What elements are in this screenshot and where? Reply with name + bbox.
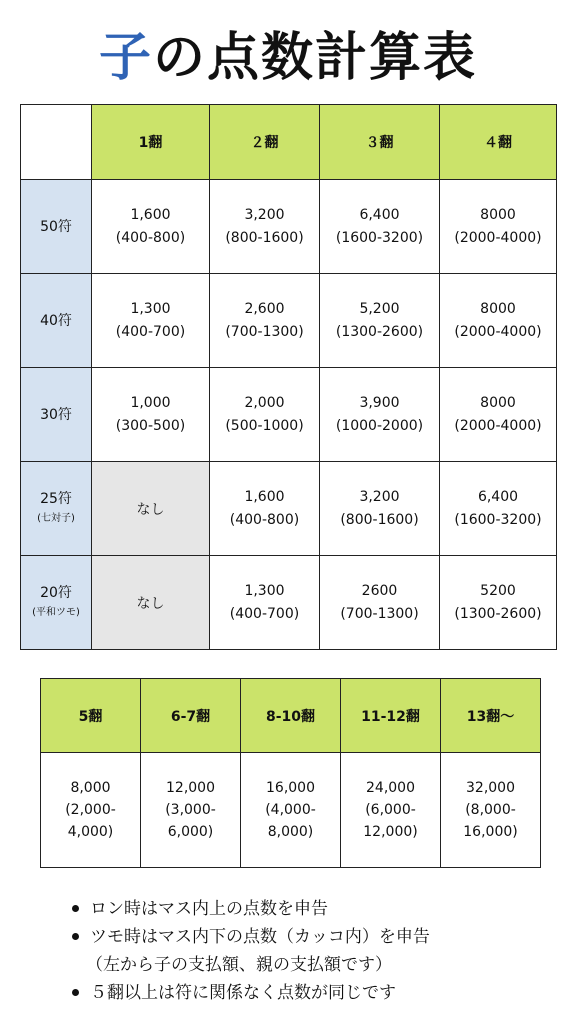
score-cell: 1,000 (300-500) — [92, 368, 210, 462]
note-item: ５翻以上は符に関係なく点数が同じです — [68, 979, 558, 1007]
score-cell: 8,000 (2,000- 4,000) — [41, 753, 141, 868]
table-row — [21, 462, 557, 556]
note-item: ツモ時はマス内下の点数（カッコ内）を申告 （左から子の支払額、親の支払額です） — [68, 923, 558, 979]
na-cell: なし — [92, 462, 210, 556]
score-cell: 2,000 (500-1000) — [210, 368, 320, 462]
score-cell: 1,600 (400-800) — [92, 180, 210, 274]
table-row — [21, 180, 557, 274]
score-cell: 8000 (2000-4000) — [440, 368, 557, 462]
table-row — [41, 753, 541, 868]
score-cell: 24,000 (6,000- 12,000) — [341, 753, 441, 868]
score-cell: 2,600 (700-1300) — [210, 274, 320, 368]
score-cell: 1,300 (400-700) — [210, 556, 320, 650]
score-cell: 8000 (2000-4000) — [440, 274, 557, 368]
score-cell: 3,900 (1000-2000) — [320, 368, 440, 462]
header-row — [41, 679, 541, 753]
score-cell: 3,200 (800-1600) — [320, 462, 440, 556]
title-accent: 子 — [98, 28, 153, 88]
table-row — [21, 274, 557, 368]
han-header: 11-12翻 — [341, 679, 441, 753]
score-cell: 3,200 (800-1600) — [210, 180, 320, 274]
score-cell: 2600 (700-1300) — [320, 556, 440, 650]
han-header: 6-7翻 — [141, 679, 241, 753]
han-header: 1翻 — [92, 105, 210, 180]
han-header: ２翻 — [210, 105, 320, 180]
score-cell: 16,000 (4,000- 8,000) — [241, 753, 341, 868]
corner-cell — [21, 105, 92, 180]
fu-sublabel: (平和ツモ) — [32, 606, 80, 618]
title-rest: の点数計算表 — [153, 28, 478, 88]
han-header: ３翻 — [320, 105, 440, 180]
table-row — [21, 368, 557, 462]
han-header: 5翻 — [41, 679, 141, 753]
score-cell: 8000 (2000-4000) — [440, 180, 557, 274]
fu-label: 40符 — [21, 274, 92, 368]
score-cell: 1,300 (400-700) — [92, 274, 210, 368]
fu-sublabel: (七対子) — [37, 512, 75, 524]
score-cell: 6,400 (1600-3200) — [320, 180, 440, 274]
score-table — [20, 104, 557, 650]
fu-label: 20符 (平和ツモ) — [21, 556, 92, 650]
han-header: ４翻 — [440, 105, 557, 180]
score-cell: 5,200 (1300-2600) — [320, 274, 440, 368]
page-title — [0, 18, 576, 98]
na-cell: なし — [92, 556, 210, 650]
note-item: ロン時はマス内上の点数を申告 — [68, 895, 558, 923]
notes-list — [68, 895, 558, 1007]
note-continuation: （左から子の支払額、親の支払額です） — [86, 955, 392, 975]
table-row — [21, 556, 557, 650]
score-cell: 1,600 (400-800) — [210, 462, 320, 556]
score-cell: 32,000 (8,000- 16,000) — [441, 753, 541, 868]
fu-label: 30符 — [21, 368, 92, 462]
han-header: 8-10翻 — [241, 679, 341, 753]
fu-label: 50符 — [21, 180, 92, 274]
score-cell: 5200 (1300-2600) — [440, 556, 557, 650]
score-cell: 12,000 (3,000- 6,000) — [141, 753, 241, 868]
score-cell: 6,400 (1600-3200) — [440, 462, 557, 556]
fu-label: 25符 (七対子) — [21, 462, 92, 556]
header-row — [21, 105, 557, 180]
han-header: 13翻〜 — [441, 679, 541, 753]
high-han-table — [40, 678, 541, 868]
